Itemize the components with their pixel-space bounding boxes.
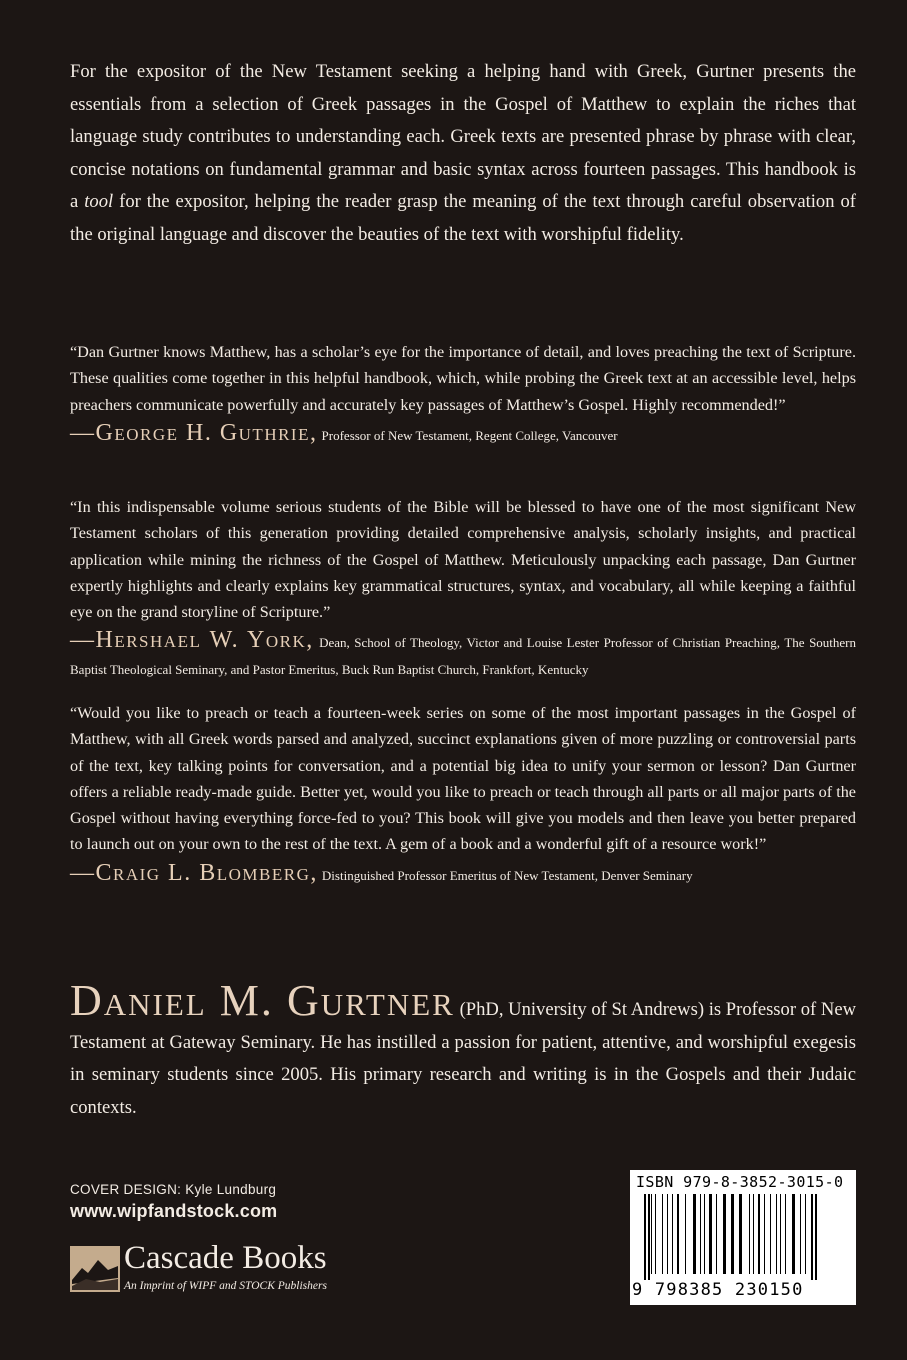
- barcode-bars: [644, 1194, 844, 1280]
- barcode-bar: [651, 1194, 652, 1274]
- cover-design-credit: COVER DESIGN: Kyle Lundburg: [70, 1182, 277, 1197]
- barcode-bar: [758, 1194, 760, 1274]
- credits: [70, 1182, 277, 1222]
- endorsement-attribution: [70, 627, 856, 682]
- author-bio-text: is Professor of New Testament at Gateway Seminary. He has instilled a passion for patient, attentive, and worshipful exegesis in seminary students since 2005. His primary research and writing is in the Gospels and their Judaic contexts.: [70, 999, 857, 1118]
- barcode-bar: [776, 1194, 777, 1274]
- barcode-bar: [815, 1194, 817, 1280]
- barcode-bar: [805, 1194, 806, 1274]
- publisher-website: www.wipfandstock.com: [70, 1201, 278, 1221]
- barcode-bar: [785, 1194, 786, 1274]
- barcode-bar: [693, 1194, 696, 1274]
- barcode-bar: [685, 1194, 686, 1274]
- blurb-emphasis: tool: [84, 191, 114, 212]
- endorser-title: Dean, School of Theology, Victor and Louise Lester Professor of Christian Preaching, The Southern Baptist Theological Seminary, and Pastor Emeritus, Buck Run Baptist Church, Frankfort, Kentucky: [70, 635, 857, 677]
- blurb-text-end: for the expositor, helping the reader grasp the meaning of the text through careful observation of the original language and discover the beauties of the text with worshipful fidelity.: [70, 191, 856, 245]
- barcode-bar: [667, 1194, 668, 1274]
- barcode-bar: [811, 1194, 813, 1280]
- author-name: Daniel M. Gurtner: [70, 976, 455, 1025]
- endorser-name: —George H. Guthrie,: [70, 419, 318, 446]
- mountain-logo-icon: [70, 1246, 120, 1292]
- endorsement-attribution: [70, 420, 856, 448]
- barcode-bar: [716, 1194, 717, 1274]
- barcode-digits: 9 798385 230150: [632, 1280, 804, 1300]
- barcode-bar: [662, 1194, 663, 1274]
- barcode-bar: [704, 1194, 705, 1274]
- barcode-bar: [764, 1194, 765, 1274]
- endorsement-blomberg: [70, 700, 856, 888]
- blurb-text: For the expositor of the New Testament seeking a helping hand with Greek, Gurtner presents the essentials from a selection of Greek passages in the Gospel of Matthew to explain the riches that language study contributes to understanding each. Greek texts are presented phrase by phrase with clear, concise notations on fundamental grammar and basic syntax across fourteen passages. This handbook is a: [70, 61, 856, 212]
- endorser-name: —Hershael W. York,: [70, 627, 314, 654]
- author-credentials: (PhD, University of St Andrews): [454, 999, 705, 1020]
- barcode-bar: [739, 1194, 742, 1274]
- endorsement-attribution: [70, 860, 856, 888]
- isbn-label: ISBN 979-8-3852-3015-0: [636, 1173, 844, 1191]
- endorser-name: —Craig L. Blomberg,: [70, 859, 318, 886]
- endorsement-text: “Would you like to preach or teach a fourteen-week series on some of the most important passages in the Gospel of Matthew, with all Greek words parsed and analyzed, succinct explanations given of more puzzling or controversial parts of the text, key talking points for conversation, and a potential big idea to unify your sermon or lesson? Dan Gurtner offers a reliable ready-made guide. Better yet, would you like to preach or teach through all parts or all major parts of the Gospel without having everything force-fed to you? This book will give you models and then leave you better prepared to launch out on your own to the rest of the text. A gem of a book and a wonderful gift of a resource work!”: [70, 704, 856, 854]
- barcode-bar: [700, 1194, 701, 1274]
- isbn-barcode: [630, 1170, 856, 1305]
- barcode-bar: [709, 1194, 712, 1274]
- barcode-bar: [749, 1194, 750, 1274]
- barcode-bar: [723, 1194, 726, 1274]
- endorser-title: Professor of New Testament, Regent College, Vancouver: [321, 427, 618, 443]
- author-bio: [70, 977, 856, 1124]
- endorsement-york: [70, 494, 856, 682]
- endorsement-text: “In this indispensable volume serious students of the Bible will be blessed to have one of the most significant New Testament scholars of this generation providing detailed comprehensive analysis, scholarly insights, and practical application while mining the richness of the Gospel of Matthew. Meticulously unpacking each passage, Dan Gurtner expertly highlights and clearly explains key grammatical structures, syntax, and vocabulary, all while keeping a faithful eye on the grand storyline of Scripture.”: [70, 498, 856, 622]
- endorser-title: Distinguished Professor Emeritus of New Testament, Denver Seminary: [321, 867, 693, 883]
- barcode-bar: [672, 1194, 673, 1274]
- book-description: [70, 56, 856, 251]
- barcode-bar: [644, 1194, 646, 1280]
- barcode-bar: [648, 1194, 650, 1280]
- barcode-bar: [753, 1194, 754, 1274]
- barcode-bar: [800, 1194, 801, 1274]
- endorsement-guthrie: [70, 339, 856, 448]
- barcode-bar: [792, 1194, 795, 1274]
- endorsement-text: “Dan Gurtner knows Matthew, has a scholar’s eye for the importance of detail, and loves preaching the text of Scripture. These qualities come together in this helpful handbook, which, while probing the Greek text at an accessible level, helps preachers communicate powerfully and accurately key passages of Matthew’s Gospel. Highly recommended!”: [70, 343, 856, 414]
- barcode-bar: [677, 1194, 679, 1274]
- publisher-imprint: An Imprint of WIPF and STOCK Publishers: [124, 1280, 327, 1292]
- barcode-bar: [780, 1194, 781, 1274]
- publisher-name: Cascade Books: [124, 1240, 327, 1276]
- barcode-bar: [770, 1194, 771, 1274]
- barcode-bar: [731, 1194, 734, 1274]
- barcode-bar: [655, 1194, 656, 1274]
- publisher-logo: [70, 1242, 400, 1302]
